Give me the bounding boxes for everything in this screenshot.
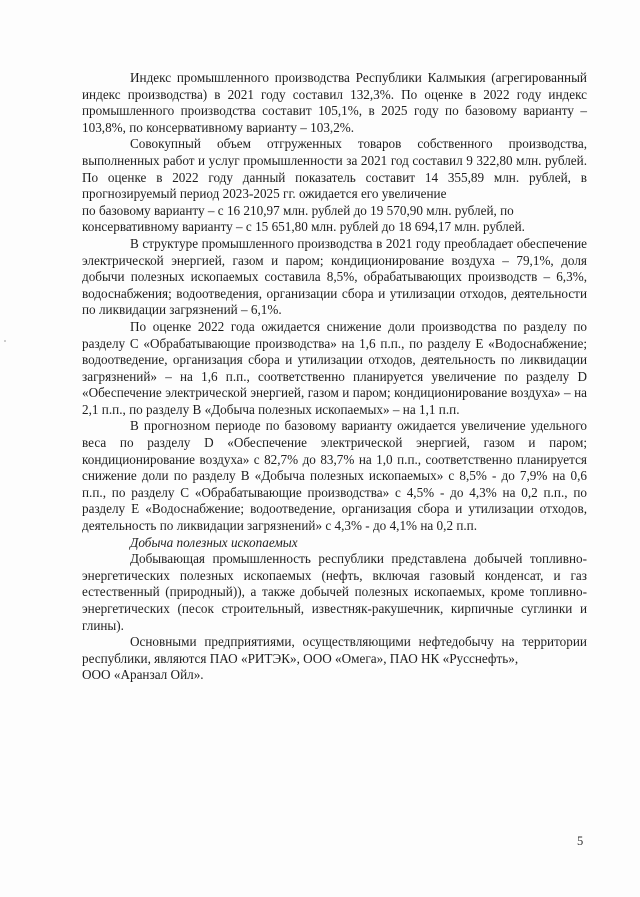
scan-speck: [4, 340, 6, 342]
section-subheading-mining: Добыча полезных ископаемых: [130, 534, 298, 550]
page-number: 5: [577, 834, 584, 848]
paragraph-shipped-goods: Совокупный объем отгруженных товаров собственного производства, выполненных работ и услуг промышленности за 2021 год составил 9 322,80 млн. рублей. По оценке в 2022 году данный показатель составит 14 355,89 млн. рублей, в прогнозируемый период 2023-2025 гг. ожидается его увеличение: [82, 136, 587, 202]
paragraph-shipped-goods-forecast: по базовому варианту – с 16 210,97 млн. рублей до 19 570,90 млн. рублей, по консервативному варианту – с 15 651,80 млн. рублей до 18 694,17 млн. рублей.: [82, 202, 525, 235]
paragraph-estimate-2022: По оценке 2022 года ожидается снижение доли производства по разделу по разделу С «Обрабатывающие производства» на 1,6 п.п., по разделу Е «Водоснабжение; водоотведение, организация сбора и утилизации отходов, деятельность по ликвидации загрязнений» – на 1,6 п.п., соответственно планируется увеличение по разделу D «Обеспечение электрической энергией, газом и паром; кондиционирование воздуха» – на 2,1 п.п., по разделу В «Добыча полезных ископаемых» – на 1,1 п.п.: [82, 318, 587, 417]
paragraph-structure-2021: В структуре промышленного производства в 2021 году преобладает обеспечение электрической энергией, газом и паром; кондиционирование воздуха – 79,1%, доля добычи полезных ископаемых составила 8,5%, обрабатывающих производств – 6,3%, водоснабжения; водоотведения, организации сбора и утилизации отходов, деятельности по ликвидации загрязнений – 6,1%.: [82, 235, 587, 318]
paragraph-mining-industry: Добывающая промышленность республики представлена добычей топливно-энергетических полезных ископаемых (нефть, включая газовый конденсат, и газ естественный (природный)), а также добычей полезных ископаемых, кроме топливно-энергетических (песок строительный, известняк-ракушечник, кирпичные суглинки и глины).: [82, 551, 587, 633]
paragraph-forecast-period: В прогнозном периоде по базовому варианту ожидается увеличение удельного веса по разделу D «Обеспечение электрической энергией, газом и паром; кондиционирование воздуха» с 82,7% до 83,7% на 1,0 п.п., соответственно планируется снижение доли по разделу В «Добыча полезных ископаемых» с 8,5% - до 7,9% на 0,6 п.п., по разделу С «Обрабатывающие производства» с 4,5% - до 4,3% на 0,2 п.п., по разделу Е «Водоснабжение; водоотведение, организация сбора и утилизации отходов, деятельность по ликвидации загрязнений» с 4,3% - до 4,1% на 0,2 п.п.: [82, 418, 587, 534]
paragraph-industrial-index: Индекс промышленного производства Республики Калмыкия (агрегированный индекс производства) в 2021 году составил 132,3%. По оценке в 2022 году индекс промышленного производства составит 105,1%, в 2025 году по базовому варианту – 103,8%, по консервативному варианту – 103,2%.: [82, 70, 587, 135]
document-body: [82, 70, 587, 684]
paragraph-enterprise-aranzal: ООО «Аранзал Ойл».: [82, 667, 204, 683]
paragraph-main-enterprises: Основными предприятиями, осуществляющими нефтедобычу на территории республики, являются ПАО «РИТЭК», ООО «Омега», ПАО НК «Русснефть»,: [82, 634, 587, 666]
